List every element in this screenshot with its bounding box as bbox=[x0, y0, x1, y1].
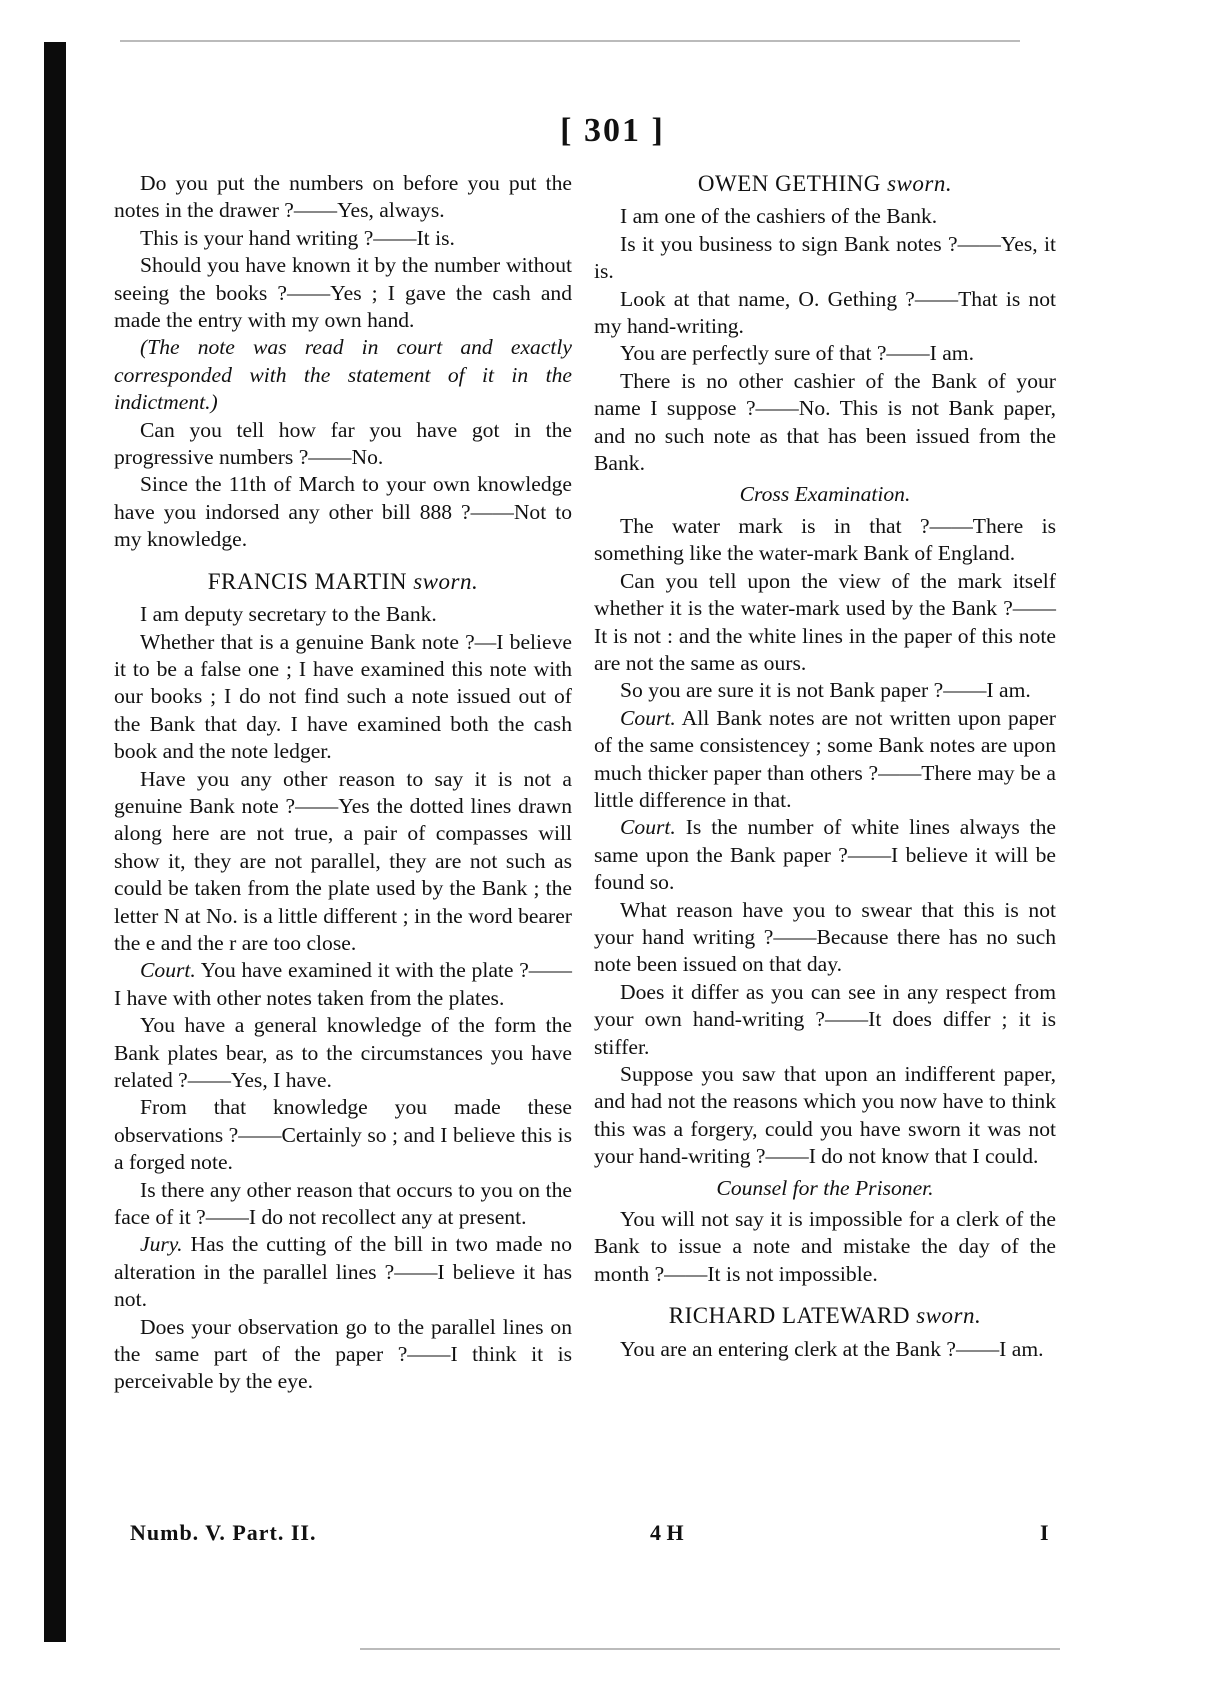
speaker-label: Court. bbox=[140, 958, 196, 983]
sworn-label: sworn. bbox=[887, 171, 953, 196]
paragraph-text: Can you tell how far you have got in the progressive numbers ?——No. bbox=[114, 417, 572, 470]
left-column bbox=[114, 170, 572, 1396]
paragraph-text: There is no other cashier of the Bank of your name I suppose ?——No. This is not Bank paper, and no such note as that has been issued from the Bank. bbox=[594, 368, 1056, 476]
witness-name: FRANCIS MARTIN bbox=[207, 568, 407, 594]
speaker-label: Jury. bbox=[140, 1232, 183, 1257]
paragraph-text: You are an entering clerk at the Bank ?——I am. bbox=[620, 1336, 1044, 1361]
page-number: [ 301 ] bbox=[560, 112, 665, 149]
testimony-paragraph bbox=[114, 601, 572, 628]
testimony-paragraph bbox=[594, 513, 1056, 568]
sworn-label: sworn. bbox=[916, 1303, 982, 1329]
testimony-paragraph bbox=[594, 1206, 1056, 1288]
paragraph-text: Is it you business to sign Bank notes ?——Yes, it is. bbox=[594, 231, 1056, 284]
testimony-paragraph bbox=[594, 340, 1056, 367]
testimony-paragraph bbox=[114, 170, 572, 225]
witness-name: OWEN GETHING bbox=[697, 171, 881, 196]
paragraph-text: From that knowledge you made these observations ?——Certainly so ; and I believe this is a forged note. bbox=[114, 1095, 572, 1175]
witness-heading bbox=[114, 568, 572, 595]
paragraph-text: All Bank notes are not written upon paper of the same consistencey ; some Bank notes are upon much thicker paper than others ?——There may be a little difference in that. bbox=[594, 705, 1056, 812]
testimony-paragraph bbox=[114, 417, 572, 472]
testimony-paragraph bbox=[114, 1231, 572, 1313]
paragraph-text: Since the 11th of March to your own knowledge have you indorsed any other bill 888 ?——Not to my knowledge. bbox=[114, 472, 572, 552]
paragraph-text: Have you any other reason to say it is not a genuine Bank note ?——Yes the dotted lines drawn along here are not true, a pair of compasses will show it, they are not parallel, they are not such as could be taken from the plate used by the Bank ; the letter N at No. is a little different ; in the word bearer the e and the r are too close. bbox=[114, 766, 572, 955]
top-scan-noise bbox=[120, 40, 1020, 42]
paragraph-text: Suppose you saw that upon an indifferent paper, and had not the reasons which you now have to think this was a forgery, could you have sworn it was not your hand-writing ?——I do not know that I could. bbox=[594, 1062, 1056, 1169]
signature-line: Numb. V. Part. II. bbox=[130, 1520, 317, 1545]
sheet-mark: 4 H bbox=[650, 1520, 684, 1545]
testimony-paragraph bbox=[594, 1061, 1056, 1171]
testimony-paragraph bbox=[114, 957, 572, 1012]
testimony-paragraph bbox=[594, 705, 1056, 815]
testimony-paragraph bbox=[114, 225, 572, 252]
speaker-label: Court. bbox=[620, 815, 676, 840]
paragraph-text: Has the cutting of the bill in two made no alteration in the parallel lines ?——I believe it has not. bbox=[114, 1232, 572, 1312]
testimony-paragraph bbox=[114, 629, 572, 766]
paragraph-text: This is your hand writing ?——It is. bbox=[140, 225, 455, 250]
paragraph-text: So you are sure it is not Bank paper ?——I am. bbox=[620, 678, 1031, 703]
catchword: I bbox=[1040, 1520, 1049, 1545]
paragraph-text: I am deputy secretary to the Bank. bbox=[140, 602, 437, 627]
paragraph-text: You are perfectly sure of that ?——I am. bbox=[620, 341, 974, 366]
witness-name: RICHARD LATEWARD bbox=[668, 1303, 910, 1329]
paragraph-text: I am one of the cashiers of the Bank. bbox=[620, 204, 938, 229]
testimony-paragraph bbox=[114, 252, 572, 334]
testimony-paragraph bbox=[114, 1094, 572, 1176]
paragraph-text: Does it differ as you can see in any respect from your own hand-writing ?——It does differ ; it is stiffer. bbox=[594, 979, 1056, 1059]
testimony-paragraph bbox=[114, 1314, 572, 1396]
paragraph-text: The water mark is in that ?——There is something like the water-mark Bank of England. bbox=[594, 513, 1056, 566]
testimony-paragraph bbox=[114, 1012, 572, 1094]
paragraph-text: You will not say it is impossible for a clerk of the Bank to issue a note and mistake the day of the month ?——It is not impossible. bbox=[594, 1207, 1056, 1286]
paragraph-text: Whether that is a genuine Bank note ?—I believe it to be a false one ; I have examined this note with our books ; I do not find such a note issued out of the Bank that day. I have examined both the cash book and the note ledger. bbox=[114, 629, 572, 764]
paragraph-text: Do you put the numbers on before you put the notes in the drawer ?——Yes, always. bbox=[114, 171, 572, 223]
paragraph-text: Can you tell upon the view of the mark itself whether it is the water-mark used by the Bank ?——It is not : and the white lines in the paper of this note are not the same as ours. bbox=[594, 568, 1056, 675]
witness-heading bbox=[594, 170, 1056, 197]
testimony-paragraph bbox=[594, 979, 1056, 1061]
sworn-label: sworn. bbox=[413, 568, 479, 594]
testimony-paragraph bbox=[594, 203, 1056, 230]
witness-heading bbox=[594, 1302, 1056, 1329]
testimony-paragraph bbox=[114, 766, 572, 958]
section-subheading: Counsel for the Prisoner. bbox=[716, 1175, 934, 1200]
section-subheading: Cross Examination. bbox=[739, 482, 911, 507]
paragraph-text: Is there any other reason that occurs to you on the face of it ?——I do not recollect any at present. bbox=[114, 1177, 572, 1230]
paragraph-text: Should you have known it by the number without seeing the books ?——Yes ; I gave the cash and made the entry with my own hand. bbox=[114, 253, 572, 333]
testimony-paragraph bbox=[594, 368, 1056, 478]
paragraph-text: Does your observation go to the parallel lines on the same part of the paper ?——I think it is perceivable by the eye. bbox=[114, 1314, 572, 1394]
paragraph-text: You have a general knowledge of the form the Bank plates bear, as to the circumstances you have related ?——Yes, I have. bbox=[114, 1013, 572, 1092]
speaker-label: Court. bbox=[620, 705, 676, 730]
bottom-scan-noise bbox=[360, 1648, 1060, 1650]
testimony-paragraph bbox=[594, 814, 1056, 896]
paragraph-text: You have examined it with the plate ?——I have with other notes taken from the plates. bbox=[114, 958, 572, 1010]
testimony-paragraph bbox=[594, 1336, 1056, 1363]
paragraph-text: Look at that name, O. Gething ?——That is not my hand-writing. bbox=[594, 286, 1056, 339]
testimony-paragraph bbox=[114, 1177, 572, 1232]
testimony-paragraph bbox=[114, 334, 572, 416]
page-binding-edge bbox=[44, 42, 66, 1642]
paragraph-text: What reason have you to swear that this is not your hand writing ?——Because there has no such note been issued on that day. bbox=[594, 897, 1056, 977]
paragraph-text: (The note was read in court and exactly corresponded with the statement of it in the indictment.) bbox=[114, 335, 572, 415]
testimony-paragraph bbox=[594, 231, 1056, 286]
testimony-paragraph bbox=[594, 677, 1056, 704]
testimony-paragraph bbox=[594, 568, 1056, 678]
testimony-paragraph bbox=[594, 897, 1056, 979]
testimony-paragraph bbox=[594, 286, 1056, 341]
paragraph-text: Is the number of white lines always the same upon the Bank paper ?——I believe it will be found so. bbox=[594, 815, 1056, 895]
right-column bbox=[594, 170, 1056, 1363]
testimony-paragraph bbox=[114, 471, 572, 553]
